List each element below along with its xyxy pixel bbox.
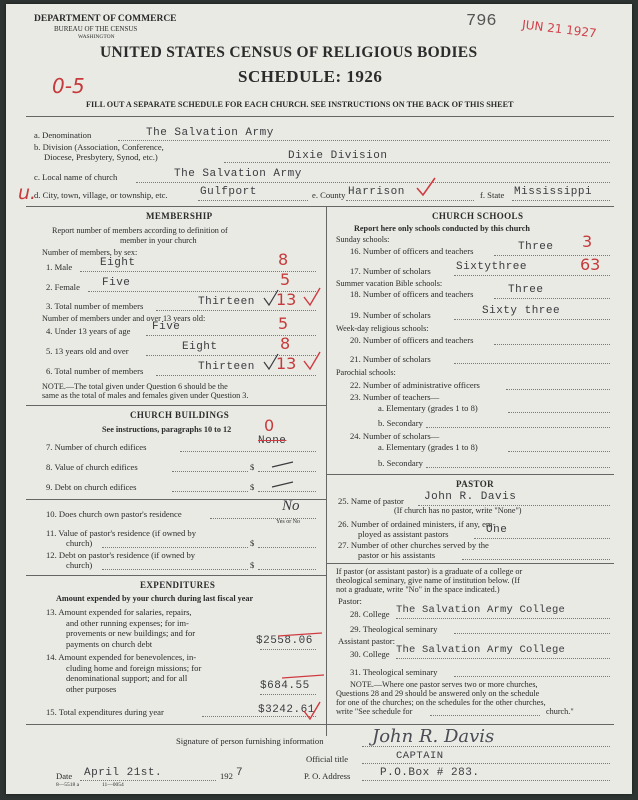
q19-label: 19. Number of scholars [350,310,431,320]
margin-u-mark: u. [18,182,37,204]
q18-value: Three [508,284,544,296]
pastor-note-1: NOTE.—Where one pastor serves two or more churches, [350,680,538,689]
q11-prefix: $ [250,538,255,548]
expenditures-sub: Amount expended by your church during last fiscal year [56,594,254,603]
q25-hint: (If church has no pastor, write "None") [394,506,522,515]
q10-label: 10. Does church own pastor's residence [46,509,182,519]
membership-note-2: same as the total of males and females given under Question 3. [42,391,249,400]
q3-label: 3. Total number of members [46,301,144,311]
q10-hint: Yes or No [276,519,301,525]
church-name-value: The Salvation Army [174,168,302,180]
instruction-line: FILL OUT A SEPARATE SCHEDULE FOR EACH CHURCH. SEE INSTRUCTIONS ON THE BACK OF THIS SHEET [86,100,514,109]
header-rule [26,116,614,117]
q3-value: Thirteen [198,296,255,308]
denomination-value: The Salvation Army [146,127,274,139]
q2-value: Five [102,277,131,289]
q27-label-2: pastor or his assistants [358,550,436,560]
q21-label: 21. Number of scholars [350,354,431,364]
q6-value: Thirteen [198,361,255,373]
q14-label: 14. Amount expended for benevolences, in- cluding home and foreign missions; for denominational support; and for all other purposes [46,652,202,694]
page-title: UNITED STATES CENSUS OF RELIGIOUS BODIES [100,44,478,61]
pastor-note-5: church." [546,707,574,716]
q26-label-2: ployed as assistant pastors [358,529,449,539]
q3-red-check-icon [302,286,322,308]
q7-mark: 0 [264,416,275,435]
parochial-label: Parochial schools: [336,368,396,377]
q18-label: 18. Number of officers and teachers [350,289,474,299]
q13-value: $2558.06 [256,635,313,647]
pastor-subhead: Pastor: [338,596,362,606]
q17-mark: 63 [580,255,601,274]
age-head-label: Number of members under and over 13 years old: [42,314,206,323]
q7-label: 7. Number of church edifices [46,442,147,452]
q14-red-underline-icon [280,672,328,682]
q26-label: 26. Number of ordained ministers, if any, em- [338,519,496,529]
q16-value: Three [518,241,554,253]
county-check-icon [414,176,438,198]
year-prefix: 192 [220,771,233,781]
q28-value: The Salvation Army College [396,604,566,616]
q11-label-2: church) [66,538,93,548]
q9-prefix: $ [250,482,255,492]
q25-label: 25. Name of pastor [338,496,404,506]
schools-title: CHURCH SCHOOLS [432,211,524,221]
division-label-2: Diocese, Presbytery, Synod, etc.) [44,152,158,162]
q22-label: 22. Number of administrative officers [350,380,480,390]
form-code-2: 11—0054 [102,782,124,788]
q26-value: One [486,524,508,536]
pastor-intro-1: If pastor (or assistant pastor) is a graduate of a college or [336,567,523,576]
q27-label: 27. Number of other churches served by the [338,540,489,550]
q10-value: No [282,498,300,514]
q13-label: 13. Amount expended for salaries, repairs, and other running expenses; for im- provements or new buildings; and for payments on church debt [46,607,196,649]
q9-label: 9. Debt on church edifices [46,482,137,492]
pastor-note-2: Questions 28 and 29 should be answered only on the schedule [336,689,540,698]
signature-value: John R. Davis [372,726,495,747]
weekday-label: Week-day religious schools: [336,324,429,333]
q5-mark: 8 [280,334,291,353]
q17-value: Sixtythree [456,261,528,273]
membership-title: MEMBERSHIP [146,211,213,221]
q30-value: The Salvation Army College [396,644,566,656]
official-title-value: CAPTAIN [396,750,444,762]
section-rule [26,206,614,207]
q8-label: 8. Value of church edifices [46,462,138,472]
q1-label: 1. Male [46,262,73,272]
bureau-name: BUREAU OF THE CENSUS [54,25,138,33]
signature-label: Signature of person furnishing information [176,736,324,746]
q4-label: 4. Under 13 years of age [46,326,131,336]
q2-mark: 5 [280,270,291,289]
q2-label: 2. Female [46,282,80,292]
q17-label: 17. Number of scholars [350,266,431,276]
year-digit: 7 [236,767,244,779]
sunday-label: Sunday schools: [336,235,390,244]
census-schedule-sheet [6,4,632,794]
q23-label: 23. Number of teachers— [350,392,440,402]
buildings-title: CHURCH BUILDINGS [130,410,230,420]
q23a-label: a. Elementary (grades 1 to 8) [378,403,478,413]
q4-mark: 5 [278,314,289,333]
q12-prefix: $ [250,560,255,570]
margin-code: 0-5 [52,74,85,98]
pastor-intro-3: not a graduate, write "No" in the space indicated.) [336,585,500,594]
division-label: b. Division (Association, Conference, [34,142,164,152]
column-divider [326,206,327,736]
q25-value: John R. Davis [424,491,517,503]
q6-red-check-icon [302,350,322,372]
q12-label: 12. Debt on pastor's residence (if owned by [46,550,196,560]
q29-label: 29. Theological seminary [350,624,438,634]
schedule-title: SCHEDULE: 1926 [238,67,383,86]
pastor-note-3: for one of the churches; on the schedules for the other churches, [336,698,546,707]
q20-label: 20. Number of officers and teachers [350,335,474,345]
date-label: Date [56,771,73,781]
membership-sub2: member in your church [120,236,197,245]
state-label: f. State [480,190,505,200]
q8-dash-mark-icon [270,457,296,473]
q24b-label: b. Secondary [378,458,423,468]
q24a-label: a. Elementary (grades 1 to 8) [378,442,478,452]
q11-label: 11. Value of pastor's residence (if owned by [46,528,196,538]
by-sex-label: Number of members, by sex: [42,248,138,257]
dept-name: DEPARTMENT OF COMMERCE [34,14,177,24]
q7-value: None [258,435,287,447]
summer-label: Summer vacation Bible schools: [336,279,443,288]
buildings-sub: See instructions, paragraphs 10 to 12 [102,425,232,434]
received-stamp: JUN 21 1927 [521,17,598,41]
q15-red-check-icon [302,700,322,722]
q16-mark: 3 [582,232,593,251]
form-code-1: 8—5518 a [56,782,80,788]
q3-mark: 13 [276,290,297,309]
q15-value: $3242.61 [258,704,315,716]
q24-label: 24. Number of scholars— [350,431,440,441]
bureau-city: WASHINGTON [78,34,115,40]
official-title-label: Official title [306,754,349,764]
county-value: Harrison [348,186,405,198]
pastor-title: PASTOR [456,479,495,489]
city-label: d. City, town, village, or township, etc. [34,190,168,200]
q5-label: 5. 13 years old and over [46,346,129,356]
q9-dash-mark-icon [270,477,296,493]
assistant-subhead: Assistant pastor: [338,636,396,646]
q16-label: 16. Number of officers and teachers [350,246,474,256]
q4-value: Five [152,321,181,333]
pastor-intro-2: theological seminary, give name of institution below. (If [336,576,520,585]
expenditures-title: EXPENDITURES [140,580,216,590]
q6-mark: 13 [276,354,297,373]
po-address-label: P. O. Address [304,771,351,781]
membership-note-1: NOTE.—The total given under Question 6 should be the [42,382,228,391]
q19-value: Sixty three [482,305,561,317]
q1-value: Eight [100,257,136,269]
q6-label: 6. Total number of members [46,366,144,376]
schools-sub: Report here only schools conducted by this church [354,224,530,233]
q14-value: $684.55 [260,680,310,692]
denomination-label: a. Denomination [34,130,92,140]
pastor-note-4: write "See schedule for [336,707,413,716]
membership-sub1: Report number of members according to definition of [52,226,228,235]
q12-label-2: church) [66,560,93,570]
q28-label: 28. College [350,609,390,619]
q23b-label: b. Secondary [378,418,423,428]
q13-red-underline-icon [276,630,326,640]
q8-prefix: $ [250,462,255,472]
q30-label: 30. College [350,649,390,659]
q5-value: Eight [182,341,218,353]
division-value: Dixie Division [288,150,388,162]
city-value: Gulfport [200,186,257,198]
state-value: Mississippi [514,186,593,198]
church-name-label: c. Local name of church [34,172,118,182]
county-label: e. County [312,190,346,200]
q15-label: 15. Total expenditures during year [46,707,164,717]
q1-mark: 8 [278,250,289,269]
footer-rule [26,724,614,725]
q31-label: 31. Theological seminary [350,667,438,677]
form-number: 796 [466,12,497,31]
date-value: April 21st. [84,767,163,779]
po-address-value: P.O.Box # 283. [380,767,480,779]
